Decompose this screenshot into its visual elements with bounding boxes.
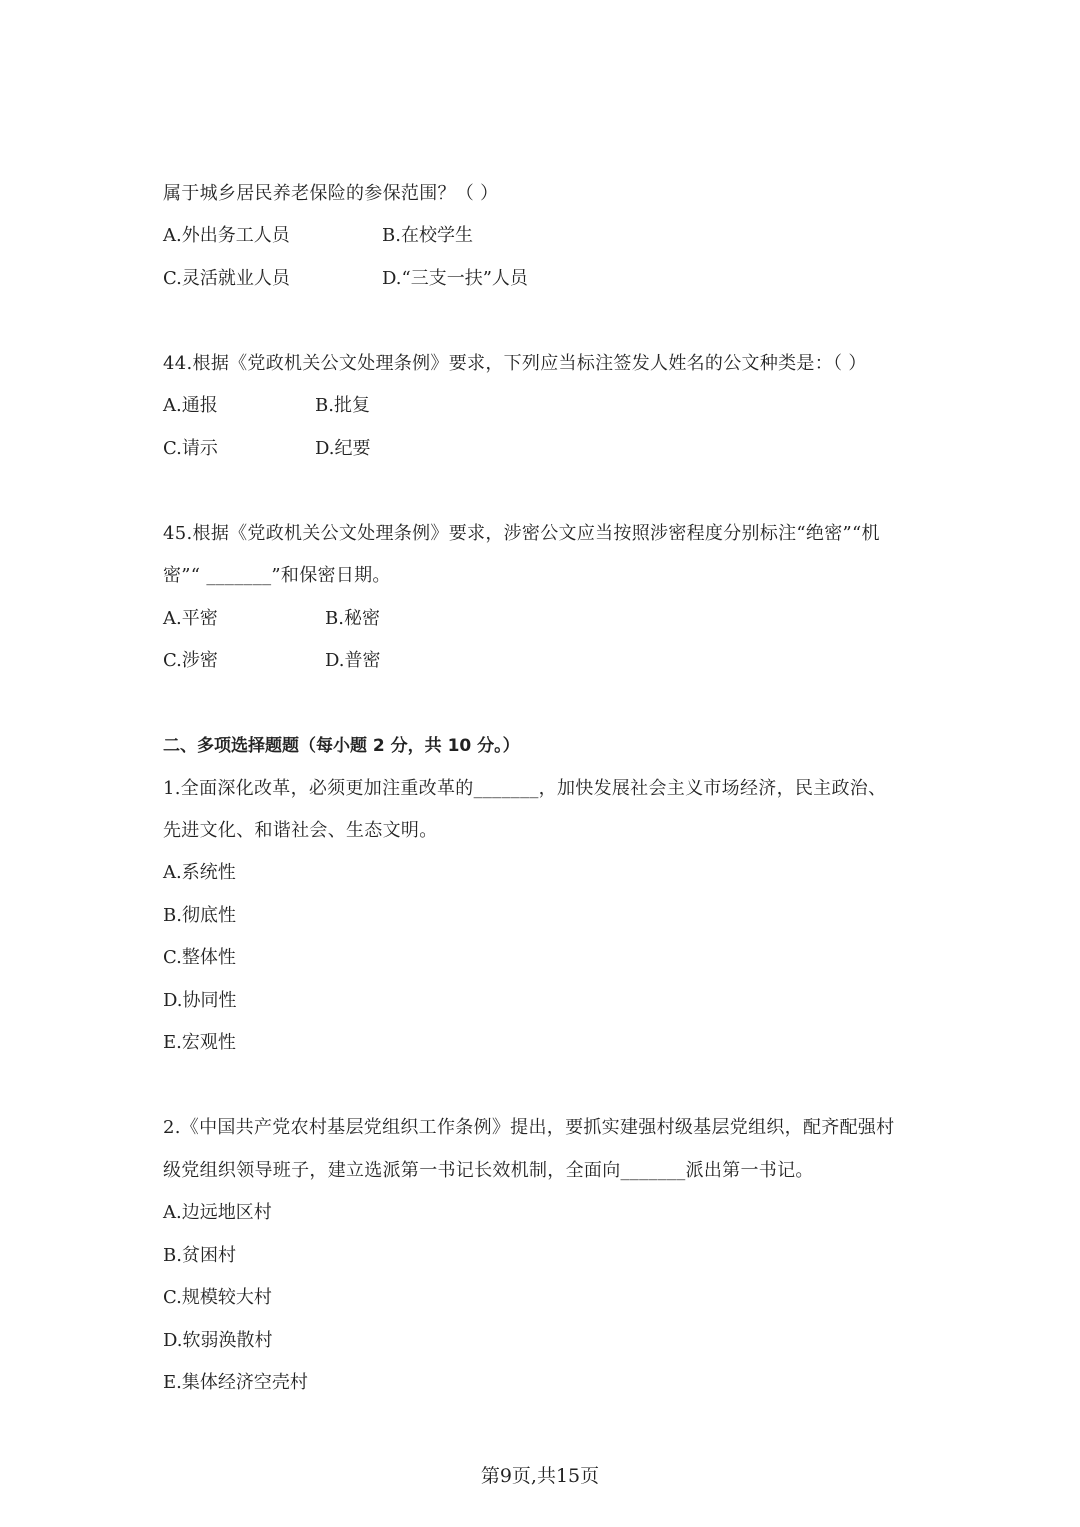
q43-option-d: D.“三支一扶”人员 — [382, 268, 528, 289]
q45-option-b: B.秘密 — [325, 608, 380, 629]
m1-option-b: B.彻底性 — [163, 905, 236, 926]
m1-option-e: E.宏观性 — [163, 1032, 236, 1053]
q43-option-a: A.外出务工人员 — [163, 225, 290, 246]
m2-stem-line1: 2.《中国共产党农村基层党组织工作条例》提出，要抓实建强村级基层党组织，配齐配强村 — [163, 1117, 895, 1138]
m1-option-c: C.整体性 — [163, 947, 236, 968]
q45-option-d: D.普密 — [325, 650, 381, 671]
m2-option-d: D.软弱涣散村 — [163, 1330, 273, 1351]
q43-stem: 属于城乡居民养老保险的参保范围？（ ） — [163, 183, 499, 204]
m1-stem-line2: 先进文化、和谐社会、生态文明。 — [163, 820, 438, 841]
q45-option-c: C.涉密 — [163, 650, 218, 671]
m2-stem-line2: 级党组织领导班子，建立选派第一书记长效机制，全面向_______派出第一书记。 — [163, 1160, 814, 1181]
m1-option-d: D.协同性 — [163, 990, 237, 1011]
q44-option-a: A.通报 — [163, 395, 218, 416]
q44-stem: 44.根据《党政机关公文处理条例》要求，下列应当标注签发人姓名的公文种类是：（ ） — [163, 353, 867, 374]
q44-option-d: D.纪要 — [315, 438, 371, 459]
m1-option-a: A.系统性 — [163, 862, 236, 883]
m2-option-c: C.规模较大村 — [163, 1287, 272, 1308]
page-number: 第9页,共15页 — [480, 1465, 600, 1487]
m2-option-e: E.集体经济空壳村 — [163, 1372, 308, 1393]
m2-option-a: A.边远地区村 — [163, 1202, 272, 1223]
q45-stem-line2: 密”“ _______”和保密日期。 — [163, 565, 391, 586]
q43-option-b: B.在校学生 — [382, 225, 473, 246]
q44-option-c: C.请示 — [163, 438, 218, 459]
m2-option-b: B.贫困村 — [163, 1245, 236, 1266]
q45-option-a: A.平密 — [163, 608, 218, 629]
section-heading: 二、多项选择题题（每小题 2 分，共 10 分。） — [163, 736, 520, 756]
q44-option-b: B.批复 — [315, 395, 370, 416]
q43-option-c: C.灵活就业人员 — [163, 268, 290, 289]
q45-stem-line1: 45.根据《党政机关公文处理条例》要求，涉密公文应当按照涉密程度分别标注“绝密”“机 — [163, 523, 880, 544]
m1-stem-line1: 1.全面深化改革，必须更加注重改革的_______，加快发展社会主义市场经济，民主政治、 — [163, 778, 887, 799]
